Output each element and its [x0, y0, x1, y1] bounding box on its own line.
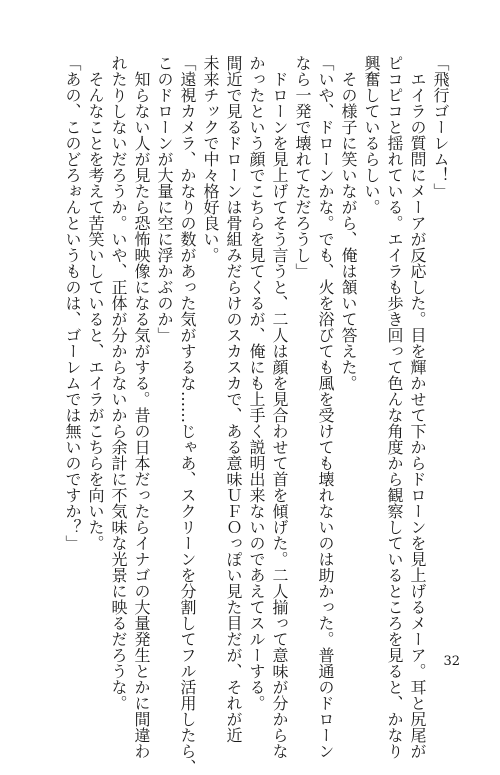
text-line: 間近で見るドローンは骨組みだらけのスカスカで、ある意味ＵＦＯっぽい見た目だが、それが近	[224, 55, 243, 743]
text-line: 興奮しているらしい。	[362, 55, 381, 215]
text-line: れたりしないだろうか。いや、正体が分からないから余計に不気味な光景に映るだろうな。	[109, 55, 128, 711]
text-line: その様子に笑いながら、俺は頷いて答えた。	[339, 55, 358, 391]
text-line: 「遠視カメラ、かなりの数があった気がするな……じゃあ、スクリーンを分割してフル活用したら、	[178, 55, 197, 775]
text-line: このドローンが大量に空に浮かぶのか」	[155, 55, 174, 343]
text-line: かったという顔でこちらを見てくるが、俺にも上手く説明出来ないのであえてスルーする。	[247, 55, 266, 711]
text-line: 知らない人が見たら恐怖映像になる気がする。昔の日本だったらイナゴの大量発生とかに間違わ	[132, 55, 151, 759]
text-line: 未来チックで中々格好良い。	[201, 55, 220, 263]
text-line: 「あの、このどろぉんというものは、ゴーレムでは無いのですか？」	[63, 55, 82, 551]
page-number: 32	[443, 654, 460, 669]
text-line: エイラの質問にメーアが反応した。目を輝かせて下からドローンを見上げるメーア。耳と尻尾が	[408, 55, 427, 759]
text-line: そんなことを考えて苦笑いしていると、エイラがこちらを向いた。	[86, 55, 105, 551]
text-line: 「いや、ドローンかな。でも、火を浴びても風を受けても壊れないのは助かった。普通のドローン	[316, 55, 335, 759]
text-line: なら一発で壊れてただろうし」	[293, 55, 312, 279]
text-line: ドローンを見上げてそう言うと、二人は顔を見合わせて首を傾げた。二人揃って意味が分からな	[270, 55, 289, 759]
text-line: 「飛行ゴーレム！」	[431, 55, 450, 199]
text-line: ピコピコと揺れている。エイラも歩き回って色んな角度から観察しているところを見ると、かなり	[385, 55, 404, 759]
